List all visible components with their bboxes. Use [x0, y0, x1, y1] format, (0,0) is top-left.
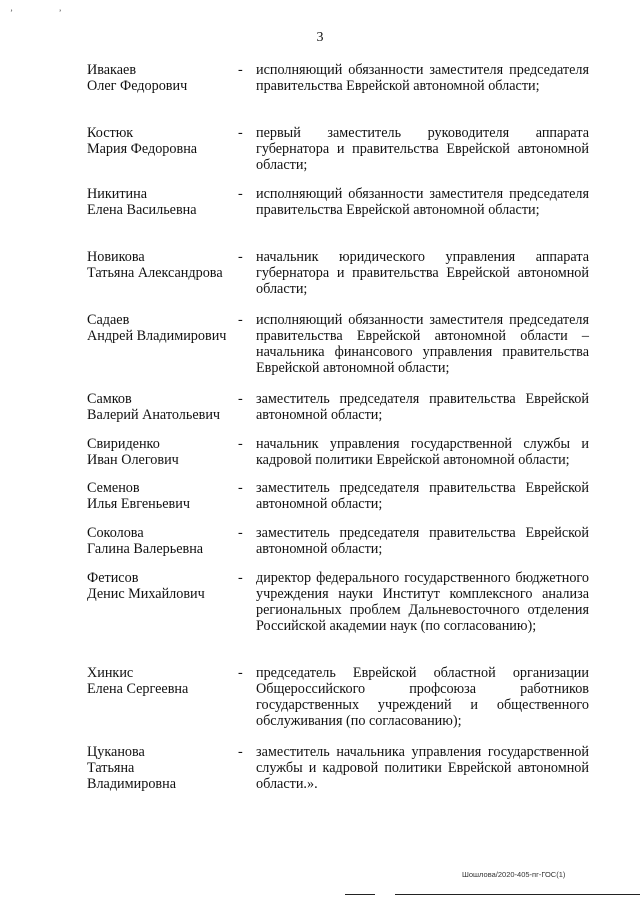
member-name: Никитина Елена Васильевна	[87, 186, 197, 218]
member-position: заместитель председателя правительства Еврейской автономной области;	[256, 391, 589, 423]
member-name: Семенов Илья Евгеньевич	[87, 480, 190, 512]
dash-separator: -	[238, 186, 243, 202]
dash-separator: -	[238, 249, 243, 265]
dash-separator: -	[238, 62, 243, 78]
member-position: заместитель председателя правительства Еврейской автономной области;	[256, 525, 589, 557]
member-position: исполняющий обязанности заместителя председателя правительства Еврейской автономной области;	[256, 62, 589, 94]
member-position: начальник юридического управления аппарата губернатора и правительства Еврейской автономной области;	[256, 249, 589, 297]
member-name: Костюк Мария Федоровна	[87, 125, 198, 157]
member-position: заместитель председателя правительства Еврейской автономной области;	[256, 480, 589, 512]
member-position: директор федерального государственного бюджетного учреждения науки Институт комплексного анализа региональных проблем Дальневосточного отделения Российской академии наук (по согласованию);	[256, 570, 589, 634]
dash-separator: -	[238, 665, 243, 681]
footer-divider	[345, 894, 375, 895]
member-name: Свириденко Иван Олегович	[87, 436, 179, 468]
member-position: заместитель начальника управления государственной службы и кадровой политики Еврейской автономной области.».	[256, 744, 589, 792]
page-number: 3	[316, 30, 324, 45]
member-name: Садаев Андрей Владимирович	[87, 312, 227, 344]
member-name: Фетисов Денис Михайлович	[87, 570, 205, 602]
dash-separator: -	[238, 436, 243, 452]
document-code: Шошлова/2020-405-пг-ГОС(1)	[462, 870, 566, 879]
footer-divider	[395, 894, 640, 895]
dash-separator: -	[238, 125, 243, 141]
member-name: Цуканова Татьяна Владимировна	[87, 744, 176, 792]
member-position: первый заместитель руководителя аппарата губернатора и правительства Еврейской автономной области;	[256, 125, 589, 173]
member-name: Хинкис Елена Сергеевна	[87, 665, 189, 697]
dash-separator: -	[238, 525, 243, 541]
dash-separator: -	[238, 744, 243, 760]
member-position: исполняющий обязанности заместителя председателя правительства Еврейской автономной области – начальника финансового управления правительства Еврейской автономной области;	[256, 312, 589, 376]
dash-separator: -	[238, 480, 243, 496]
member-name: Новикова Татьяна Александрова	[87, 249, 223, 281]
member-position: начальник управления государственной службы и кадровой политики Еврейской автономной области;	[256, 436, 589, 468]
dash-separator: -	[238, 312, 243, 328]
member-name: Ивакаев Олег Федорович	[87, 62, 188, 94]
dash-separator: -	[238, 391, 243, 407]
member-position: исполняющий обязанности заместителя председателя правительства Еврейской автономной области;	[256, 186, 589, 218]
dash-separator: -	[238, 570, 243, 586]
member-position: председатель Еврейской областной организации Общероссийского профсоюза работников государственных учреждений и общественного обслуживания (по согласованию);	[256, 665, 589, 729]
scan-corner-marks: ’ ’	[10, 8, 84, 18]
member-name: Самков Валерий Анатольевич	[87, 391, 221, 423]
member-name: Соколова Галина Валерьевна	[87, 525, 204, 557]
